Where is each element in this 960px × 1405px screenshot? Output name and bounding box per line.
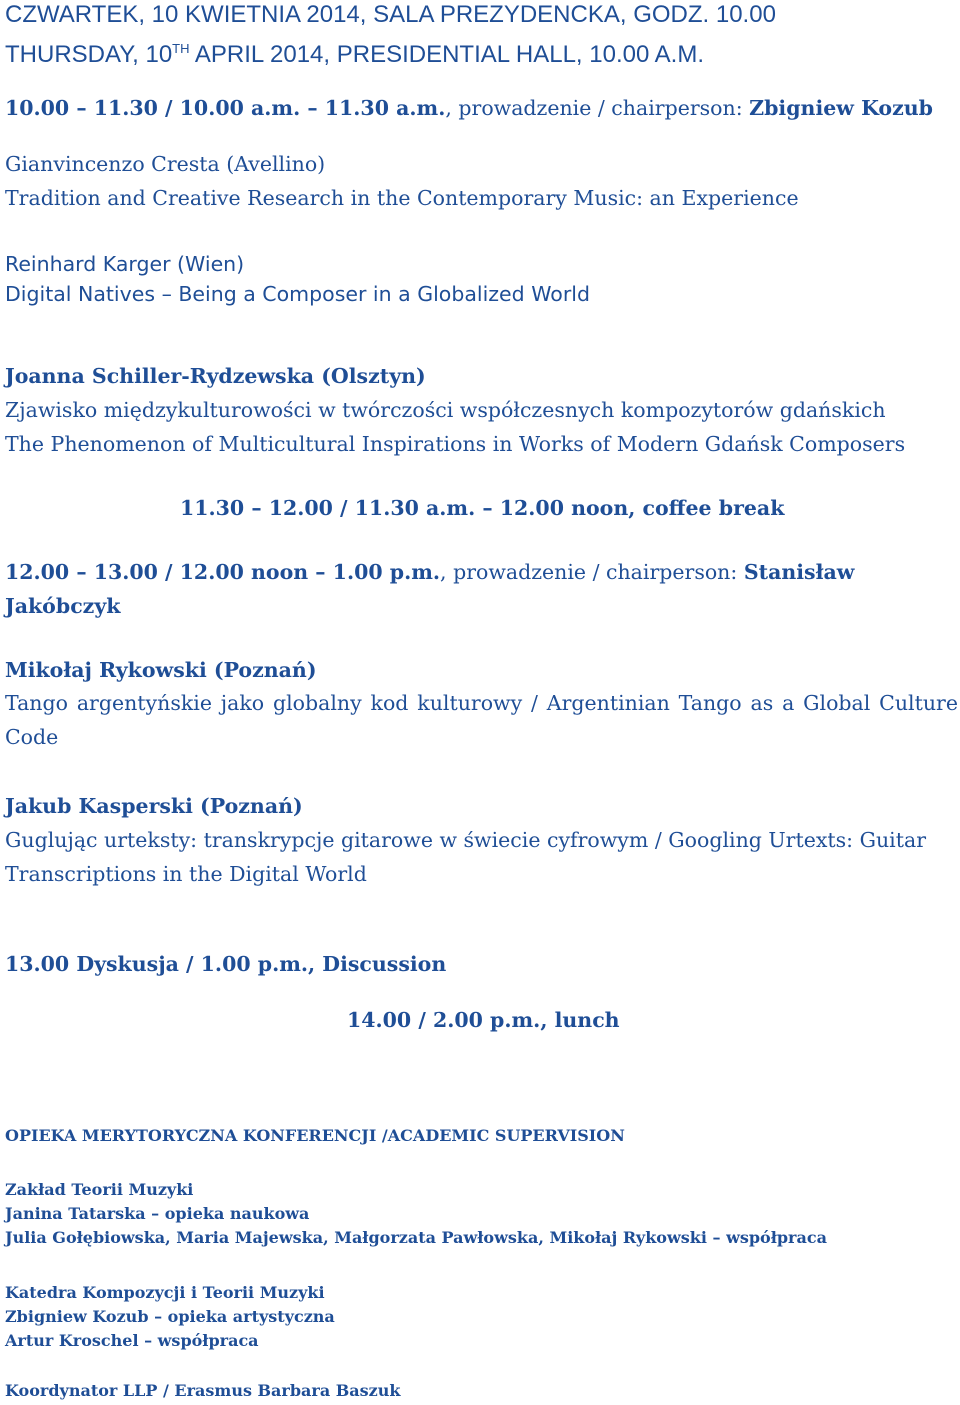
header-line2-start: THURSDAY, 10 — [5, 41, 173, 68]
session1-chair-label: , prowadzenie / chairperson: — [445, 96, 750, 120]
session1-time: 10.00 – 11.30 / 10.00 a.m. – 11.30 a.m. — [5, 96, 446, 120]
supervision-dept2-lead: Zbigniew Kozub – opieka artystyczna — [5, 1307, 335, 1326]
header-line-english — [5, 34, 704, 70]
talk4-speaker: Mikołaj Rykowski (Poznań) — [5, 658, 317, 682]
supervision-dept2: Katedra Kompozycji i Teorii Muzyki — [5, 1283, 325, 1302]
talk2-title: Digital Natives – Being a Composer in a Globalized World — [5, 282, 590, 306]
talk3-title-polish: Zjawisko międzykulturowości w twórczości współczesnych kompozytorów gdańskich — [5, 398, 886, 422]
talk5-speaker: Jakub Kasperski (Poznań) — [5, 794, 303, 818]
talk5-title-line2: Transcriptions in the Digital World — [5, 862, 367, 886]
talk5-title-line1: Guglując urteksty: transkrypcje gitarowe w świecie cyfrowym / Googling Urtexts: Guitar — [5, 828, 926, 852]
supervision-dept1: Zakład Teorii Muzyki — [5, 1180, 194, 1199]
talk1-speaker: Gianvincenzo Cresta (Avellino) — [5, 152, 326, 176]
session2-chair-name-first: Stanisław — [743, 560, 855, 584]
lunch: 14.00 / 2.00 p.m., lunch — [347, 1008, 620, 1032]
coffee-break: 11.30 – 12.00 / 11.30 a.m. – 12.00 noon, coffee break — [180, 496, 785, 520]
session1-heading — [5, 94, 933, 122]
session2-heading — [5, 558, 854, 586]
supervision-dept1-lead: Janina Tatarska – opieka naukowa — [5, 1204, 310, 1223]
header-line2-sup: TH — [172, 41, 190, 56]
talk3-speaker: Joanna Schiller-Rydzewska (Olsztyn) — [5, 364, 426, 388]
supervision-heading: OPIEKA MERYTORYCZNA KONFERENCJI /ACADEMIC SUPERVISION — [5, 1126, 625, 1145]
session1-chair-name: Zbigniew Kozub — [749, 96, 933, 120]
session2-chair-name-last: Jakóbczyk — [5, 594, 121, 618]
talk2-speaker: Reinhard Karger (Wien) — [5, 252, 245, 276]
session2-chair-label: , prowadzenie / chairperson: — [440, 560, 744, 584]
header-line-polish: CZWARTEK, 10 KWIETNIA 2014, SALA PREZYDENCKA, GODZ. 10.00 — [5, 1, 776, 28]
session2-time: 12.00 – 13.00 / 12.00 noon – 1.00 p.m. — [5, 560, 441, 584]
header-line2-end: APRIL 2014, PRESIDENTIAL HALL, 10.00 A.M. — [189, 41, 704, 68]
supervision-dept1-team: Julia Gołębiowska, Maria Majewska, Małgorzata Pawłowska, Mikołaj Rykowski – współpraca — [5, 1228, 827, 1247]
talk4-title: Tango argentyńskie jako globalny kod kulturowy / Argentinian Tango as a Global Culture Code — [5, 691, 958, 749]
coordinator: Koordynator LLP / Erasmus Barbara Baszuk — [5, 1381, 401, 1400]
discussion: 13.00 Dyskusja / 1.00 p.m., Discussion — [5, 952, 447, 976]
supervision-dept2-team: Artur Kroschel – współpraca — [5, 1331, 259, 1350]
talk3-title-english: The Phenomenon of Multicultural Inspirations in Works of Modern Gdańsk Composers — [5, 432, 906, 456]
talk1-title: Tradition and Creative Research in the Contemporary Music: an Experience — [5, 186, 799, 210]
